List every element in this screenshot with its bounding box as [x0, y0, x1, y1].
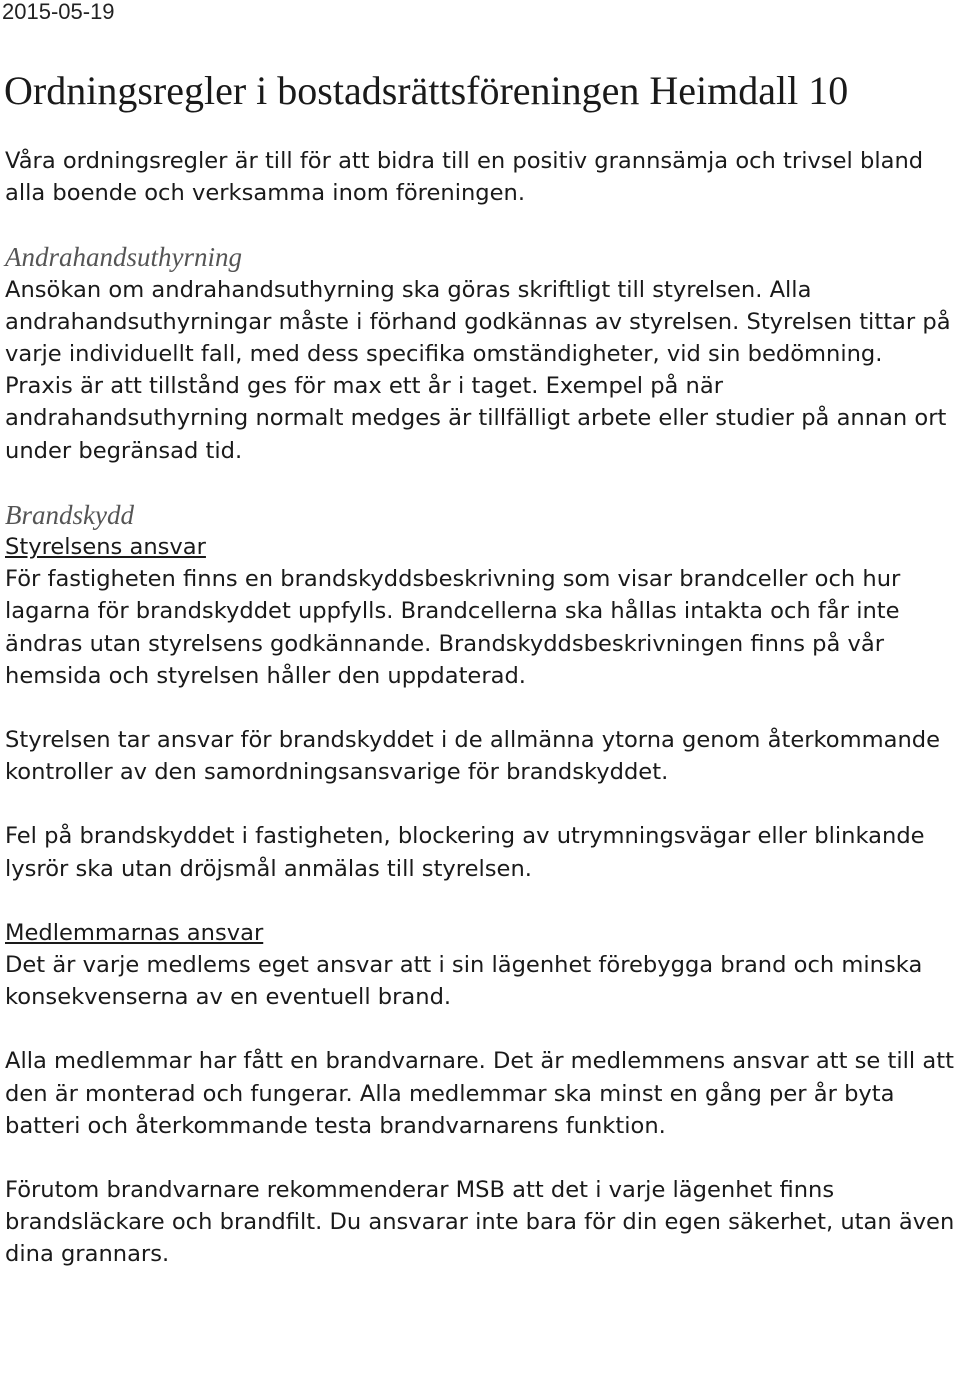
section-heading-andrahand: Andrahandsuthyrning: [5, 242, 243, 273]
medlem-paragraph-2: Alla medlemmar har fått en brandvarnare. Det är medlemmens ansvar att se till att den är monterad och fungerar. Alla medlemmar ska minst en gång per år byta batteri och återkommande testa brandvarnarens funktion.: [5, 1048, 954, 1139]
document-body: [5, 145, 957, 1271]
subheading-styrelsens-ansvar: Styrelsens ansvar: [5, 534, 206, 561]
styrelsen-paragraph-3: Fel på brandskyddet i fastigheten, blockering av utrymningsvägar eller blinkande lysrör ska utan dröjsmål anmälas till styrelsen.: [5, 823, 925, 882]
medlem-paragraph-1: Det är varje medlems eget ansvar att i sin lägenhet förebygga brand och minska konsekvenserna av en eventuell brand.: [5, 952, 923, 1011]
medlem-paragraph-3: Förutom brandvarnare rekommenderar MSB att det i varje lägenhet finns brandsläckare och brandfilt. Du ansvarar inte bara för din egen säkerhet, utan även dina grannars.: [5, 1177, 955, 1268]
styrelsen-paragraph-1: För fastigheten finns en brandskyddsbeskrivning som visar brandceller och hur lagarna för brandskyddet uppfylls. Brandcellerna ska hållas intakta och får inte ändras utan styrelsens godkännande. Brandskyddsbeskrivningen finns på vår hemsida och styrelsen håller den uppdaterad.: [5, 566, 901, 689]
andrahand-paragraph: Ansökan om andrahandsuthyrning ska göras skriftligt till styrelsen. Alla andrahandsuthyrningar måste i förhand godkännas av styrelsen. Styrelsen tittar på varje individuellt fall, med dess specifika omständigheter, vid sin bedömning. Praxis är att tillstånd ges för max ett år i taget. Exempel på när andrahandsuthyrning normalt medges är tillfälligt arbete eller studier på annan ort under begränsad tid.: [5, 276, 951, 464]
section-heading-brandskydd: Brandskydd: [5, 499, 134, 530]
subheading-medlemmarnas-ansvar: Medlemmarnas ansvar: [5, 919, 264, 946]
styrelsen-paragraph-2: Styrelsen tar ansvar för brandskyddet i de allmänna ytorna genom återkommande kontroller av den samordningsansvarige för brandskyddet.: [5, 727, 941, 786]
document-date: 2015-05-19: [2, 0, 115, 24]
intro-paragraph: Våra ordningsregler är till för att bidra till en positiv grannsämja och trivsel bland alla boende och verksamma inom föreningen.: [5, 148, 924, 207]
document-title: Ordningsregler i bostadsrättsföreningen Heimdall 10: [4, 68, 849, 113]
